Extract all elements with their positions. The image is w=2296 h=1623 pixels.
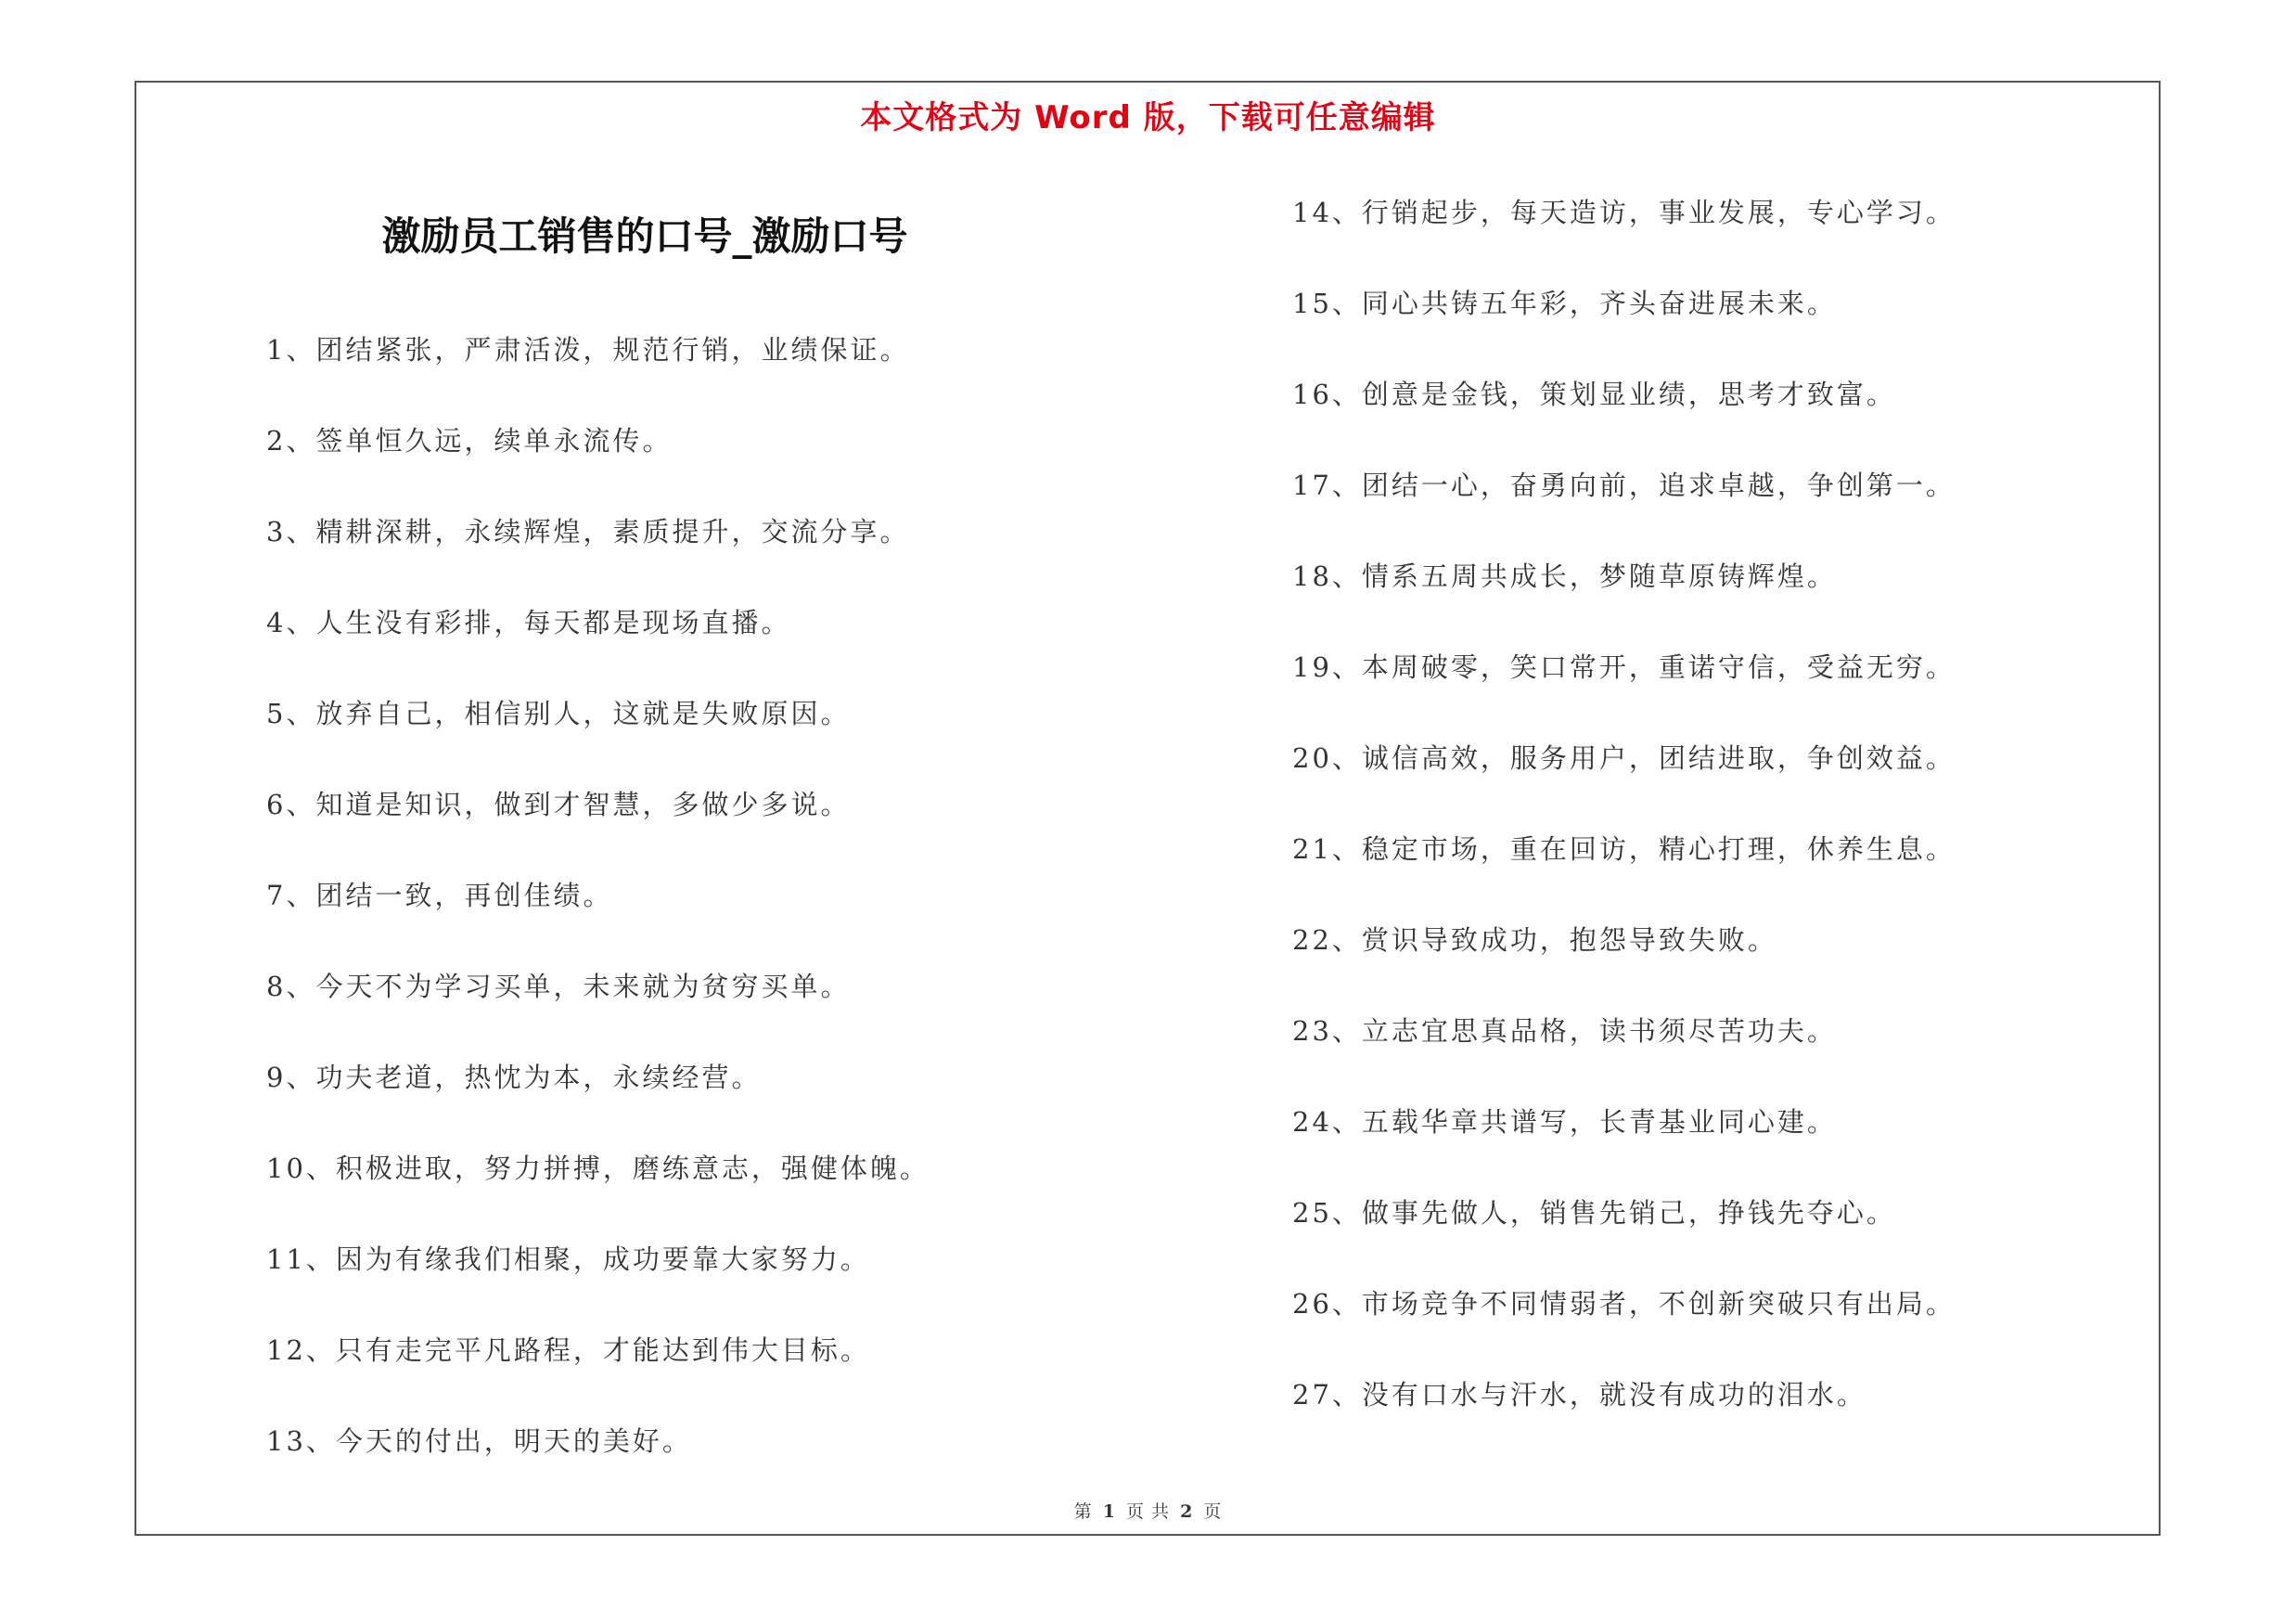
current-page-number: 1 <box>1102 1501 1116 1522</box>
total-page-number: 2 <box>1180 1501 1194 1522</box>
slogan-item: 6、知道是知识，做到才智慧，多做少多说。 <box>266 789 851 820</box>
slogan-item: 14、行销起步，每天造访，事业发展，专心学习。 <box>1292 197 1956 228</box>
slogan-item: 21、稳定市场，重在回访，精心打理，休养生息。 <box>1292 833 1956 865</box>
slogan-item: 11、因为有缘我们相聚，成功要靠大家努力。 <box>266 1243 870 1275</box>
slogan-item: 19、本周破零，笑口常开，重诺守信，受益无穷。 <box>1292 651 1956 683</box>
slogan-item: 18、情系五周共成长，梦随草原铸辉煌。 <box>1292 560 1837 592</box>
slogan-item: 22、赏识导致成功，抱怨导致失败。 <box>1292 924 1777 956</box>
slogan-item: 24、五载华章共谱写，长青基业同心建。 <box>1292 1106 1837 1138</box>
slogan-item: 16、创意是金钱，策划显业绩，思考才致富。 <box>1292 379 1896 410</box>
page-footer <box>0 1498 2296 1523</box>
slogan-item: 25、做事先做人，销售先销己，挣钱先夺心。 <box>1292 1197 1896 1229</box>
slogan-item: 2、签单恒久远，续单永流传。 <box>266 425 673 457</box>
slogan-item: 7、团结一致，再创佳绩。 <box>266 880 613 911</box>
footer-prefix: 第 <box>1073 1501 1093 1522</box>
slogan-item: 4、人生没有彩排，每天都是现场直播。 <box>266 607 791 638</box>
slogan-item: 13、今天的付出，明天的美好。 <box>266 1425 692 1457</box>
slogan-item: 8、今天不为学习买单，未来就为贫穷买单。 <box>266 971 851 1002</box>
slogan-item: 10、积极进取，努力拼搏，磨练意志，强健体魄。 <box>266 1153 930 1184</box>
footer-middle: 页 共 <box>1125 1501 1171 1522</box>
slogan-item: 27、没有口水与汗水，就没有成功的泪水。 <box>1292 1379 1866 1410</box>
word-format-banner: 本文格式为 Word 版，下载可任意编辑 <box>860 99 1436 136</box>
slogan-item: 1、团结紧张，严肃活泼，规范行销，业绩保证。 <box>266 334 910 366</box>
slogan-item: 12、只有走完平凡路程，才能达到伟大目标。 <box>266 1334 870 1366</box>
slogan-item: 17、团结一心，奋勇向前，追求卓越，争创第一。 <box>1292 470 1956 501</box>
slogan-list-left <box>266 328 1101 1511</box>
slogan-item: 26、市场竞争不同情弱者，不创新突破只有出局。 <box>1292 1288 1956 1320</box>
slogan-item: 5、放弃自己，相信别人，这就是失败原因。 <box>266 698 851 729</box>
slogan-item: 9、功夫老道，热忱为本，永续经营。 <box>266 1062 762 1093</box>
slogan-item: 23、立志宜思真品格，读书须尽苦功夫。 <box>1292 1015 1837 1047</box>
slogan-item: 15、同心共铸五年彩，齐头奋进展未来。 <box>1292 288 1837 319</box>
footer-suffix: 页 <box>1203 1501 1223 1522</box>
slogan-list-right <box>1292 191 2127 1464</box>
document-title: 激励员工销售的口号_激励口号 <box>381 213 908 259</box>
slogan-item: 20、诚信高效，服务用户，团结进取，争创效益。 <box>1292 742 1956 774</box>
slogan-item: 3、精耕深耕，永续辉煌，素质提升，交流分享。 <box>266 516 910 547</box>
